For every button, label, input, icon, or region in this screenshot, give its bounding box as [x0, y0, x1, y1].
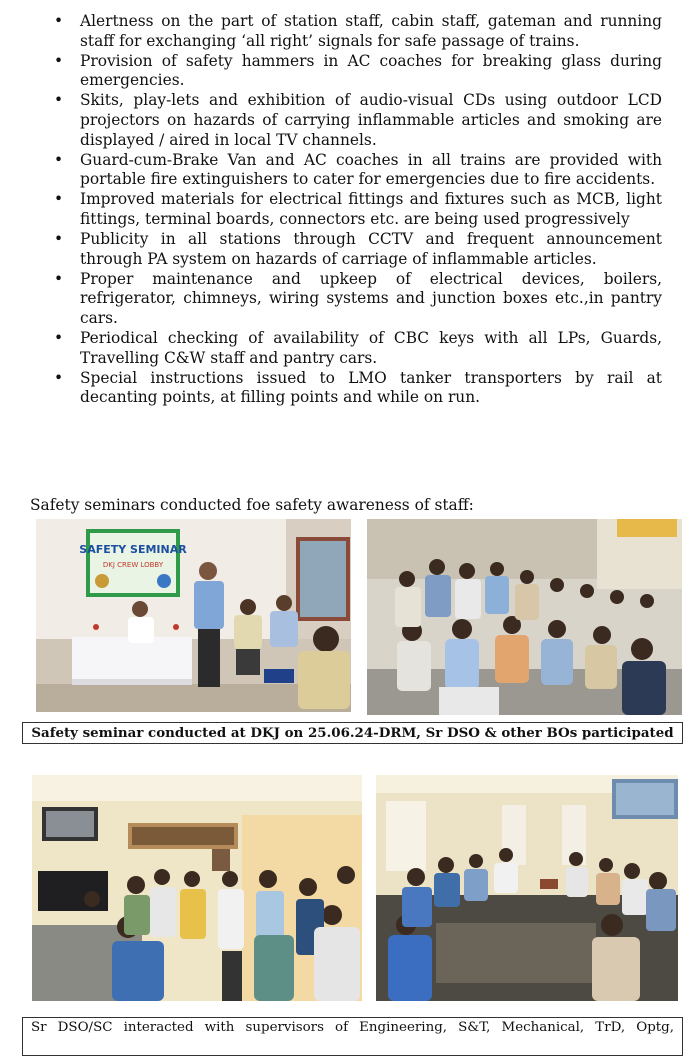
meeting-room-photo — [376, 775, 678, 1001]
list-item: • Guard-cum-Brake Van and AC coaches in all trains are provided with portable fire extinguishers to cater for emergencies due to fire accidents. — [54, 150, 662, 189]
safety-measures-list — [54, 12, 662, 408]
bullet-icon: • — [54, 91, 64, 110]
bullet-icon: • — [54, 329, 64, 347]
control-office-photo — [32, 775, 362, 1001]
list-item: • Special instructions issued to LMO tanker transporters by rail at decanting points, at filling points and while on run. — [54, 368, 662, 407]
list-item: • Publicity in all stations through CCTV and frequent announcement through PA system on hazards of carriage of inflammable articles. — [54, 230, 662, 268]
list-item: • Improved materials for electrical fittings and fixtures such as MCB, light fittings, terminal boards, connectors etc. are being used progressively — [54, 190, 662, 228]
photo-caption-2: Sr DSO/SC interacted with supervisors of Engineering, S&T, Mechanical, TrD, Optg, — [22, 1017, 683, 1056]
bullet-icon: • — [54, 12, 64, 30]
list-item: • Provision of safety hammers in AC coaches for breaking glass during emergencies. — [54, 51, 662, 90]
photo-caption-1: Safety seminar conducted at DKJ on 25.06.24-DRM, Sr DSO & other BOs participated — [22, 722, 683, 744]
bullet-icon: • — [54, 150, 64, 169]
seminar-audience-photo — [367, 519, 682, 715]
bullet-icon: • — [54, 269, 64, 288]
seminar-stage-photo — [36, 519, 351, 712]
list-item: • Alertness on the part of station staff, cabin staff, gateman and running staff for exchanging ‘all right’ signals for safe passage of trains. — [54, 12, 662, 50]
banner-subtitle: DKJ CREW LOBBY — [102, 561, 164, 569]
bullet-icon: • — [54, 190, 64, 209]
bullet-icon: • — [54, 230, 64, 249]
section-intro: Safety seminars conducted foe safety awareness of staff: — [30, 496, 474, 514]
bullet-icon: • — [54, 368, 64, 387]
list-item: • Periodical checking of availability of CBC keys with all LPs, Guards, Travelling C&W staff and pantry cars. — [54, 329, 662, 367]
list-item: • Proper maintenance and upkeep of electrical devices, boilers, refrigerator, chimneys, wiring systems and junction boxes etc.,in pantry cars. — [54, 269, 662, 327]
bullet-icon: • — [54, 51, 64, 70]
list-item: • Skits, play-lets and exhibition of audio-visual CDs using outdoor LCD projectors on hazards of carrying inflammable articles and smoking are displayed / aired in local TV channels. — [54, 91, 662, 149]
banner-title: SAFETY SEMINAR — [79, 543, 187, 556]
